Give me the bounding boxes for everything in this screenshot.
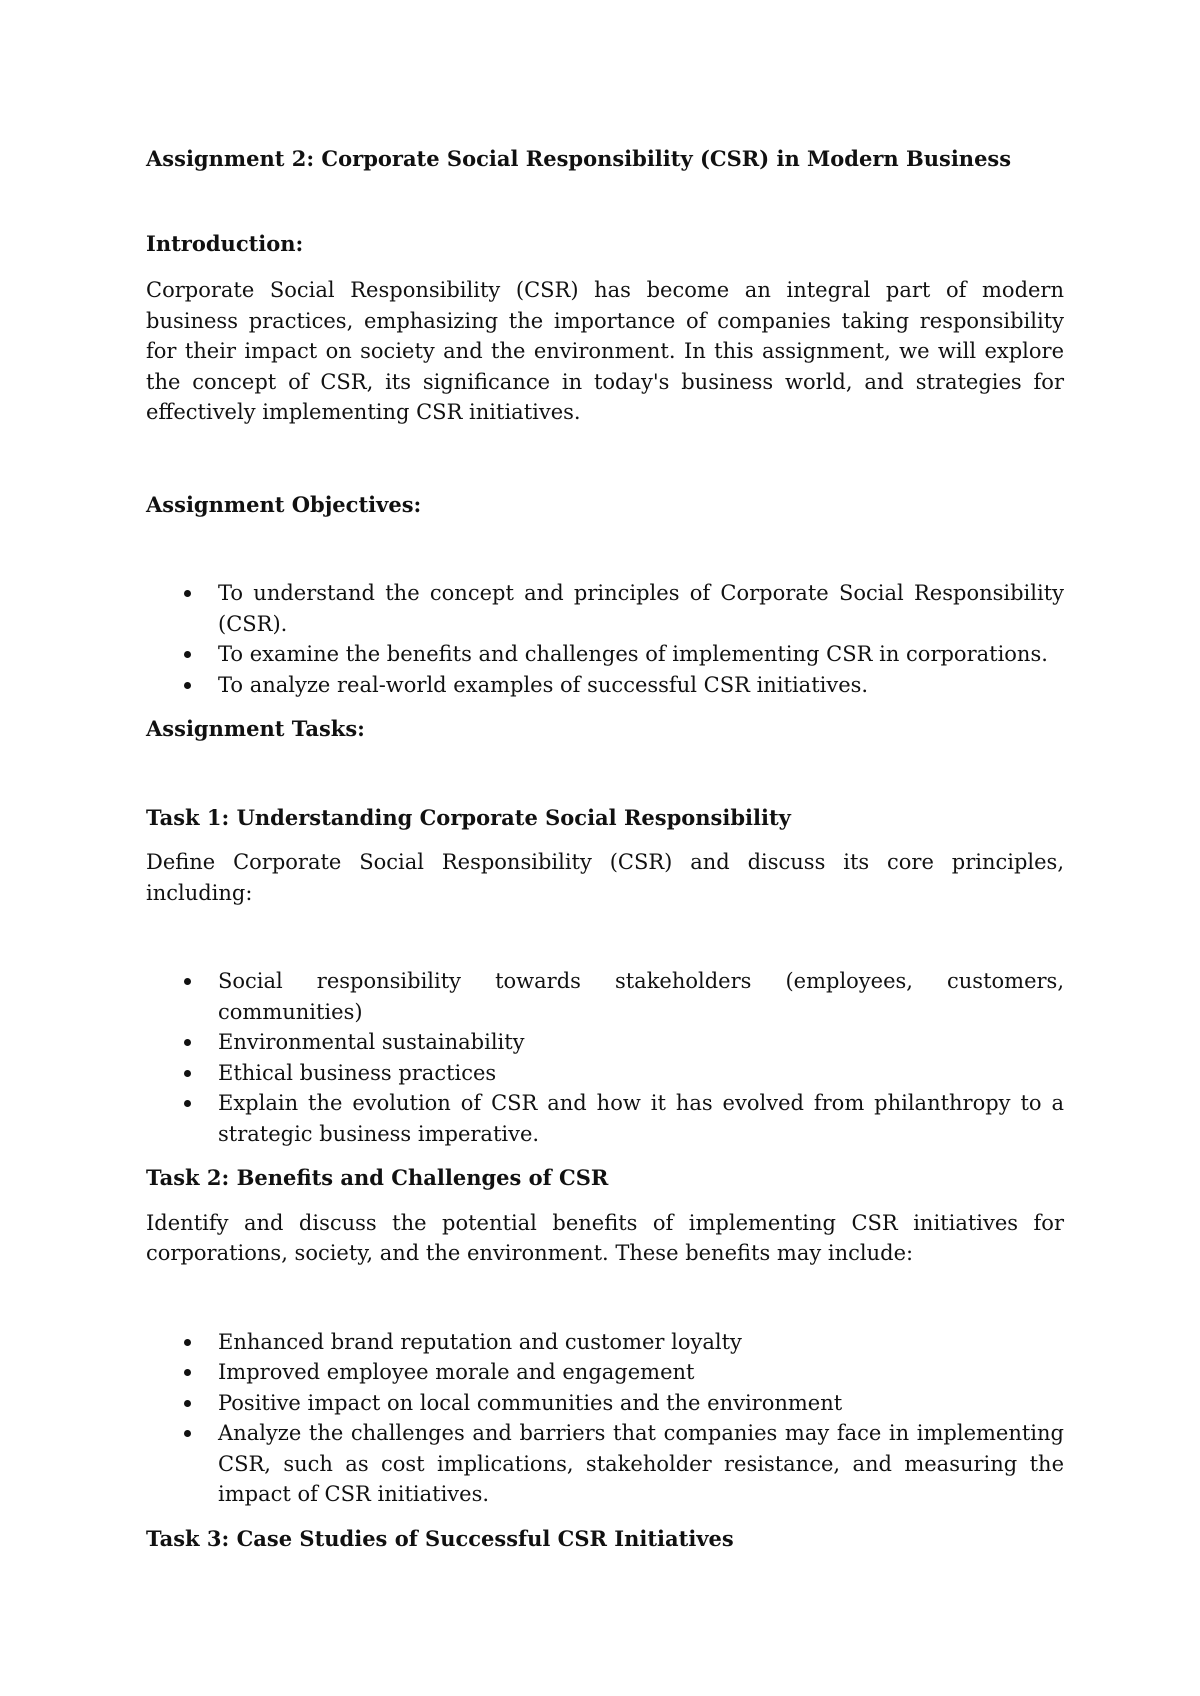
bullet-icon (184, 1430, 191, 1437)
bullet-icon (184, 1339, 191, 1346)
list-item-text: Explain the evolution of CSR and how it has evolved from philanthropy to a strategic business imperative. (218, 1091, 1064, 1146)
list-item (146, 1058, 1064, 1089)
objectives-heading: Assignment Objectives: (146, 491, 422, 517)
bullet-icon (184, 651, 191, 658)
task2-paragraph: Identify and discuss the potential benefits of implementing CSR initiatives for corporations, society, and the environment. These benefits may include: (146, 1210, 1064, 1265)
list-item-text: To analyze real-world examples of successful CSR initiatives. (218, 672, 869, 697)
list-item (146, 966, 1064, 1027)
list-item-text: Enhanced brand reputation and customer loyalty (218, 1329, 742, 1354)
list-item (146, 1088, 1064, 1149)
bullet-icon (184, 978, 191, 985)
list-item (146, 1388, 1064, 1419)
objectives-list (146, 578, 1064, 700)
task1-list (146, 966, 1064, 1149)
introduction-heading: Introduction: (146, 230, 304, 256)
list-item (146, 639, 1064, 670)
list-item-text: Ethical business practices (218, 1060, 497, 1085)
list-item (146, 578, 1064, 639)
list-item-text: Improved employee morale and engagement (218, 1360, 695, 1384)
list-item (146, 1357, 1064, 1388)
list-item (146, 1327, 1064, 1358)
task2-heading: Task 2: Benefits and Challenges of CSR (146, 1165, 609, 1190)
introduction-paragraph: Corporate Social Responsibility (CSR) has become an integral part of modern business practices, emphasizing the importance of companies taking responsibility for their impact on society and the environment. In this assignment, we will explore the concept of CSR, its significance in today's business world, and strategies for effectively implementing CSR initiatives. (146, 278, 1064, 424)
list-item-text: Analyze the challenges and barriers that companies may face in implementing CSR, such as cost implications, stakeholder resistance, and measuring the impact of CSR initiatives. (218, 1421, 1064, 1506)
bullet-icon (184, 590, 191, 597)
bullet-icon (184, 1400, 191, 1407)
document-title: Assignment 2: Corporate Social Responsibility (CSR) in Modern Business (146, 146, 1012, 171)
list-item-text: Positive impact on local communities and the environment (218, 1390, 843, 1415)
bullet-icon (184, 1369, 191, 1376)
list-item-text: Environmental sustainability (218, 1030, 525, 1054)
list-item (146, 1418, 1064, 1510)
bullet-icon (184, 1070, 191, 1077)
document-body (146, 144, 1064, 1554)
list-item-text: Social responsibility towards stakeholders (employees, customers, communities) (218, 969, 1064, 1024)
list-item (146, 670, 1064, 701)
bullet-icon (184, 682, 191, 689)
list-item-text: To understand the concept and principles of Corporate Social Responsibility (CSR). (218, 581, 1064, 636)
task3-heading: Task 3: Case Studies of Successful CSR Initiatives (146, 1525, 734, 1551)
task2-list (146, 1327, 1064, 1510)
list-item-text: To examine the benefits and challenges of implementing CSR in corporations. (218, 642, 1048, 666)
bullet-icon (184, 1100, 191, 1107)
bullet-icon (184, 1039, 191, 1046)
list-item (146, 1027, 1064, 1058)
task1-paragraph: Define Corporate Social Responsibility (CSR) and discuss its core principles, including: (146, 850, 1064, 905)
tasks-heading: Assignment Tasks: (146, 716, 365, 741)
task1-heading: Task 1: Understanding Corporate Social Responsibility (146, 804, 791, 830)
